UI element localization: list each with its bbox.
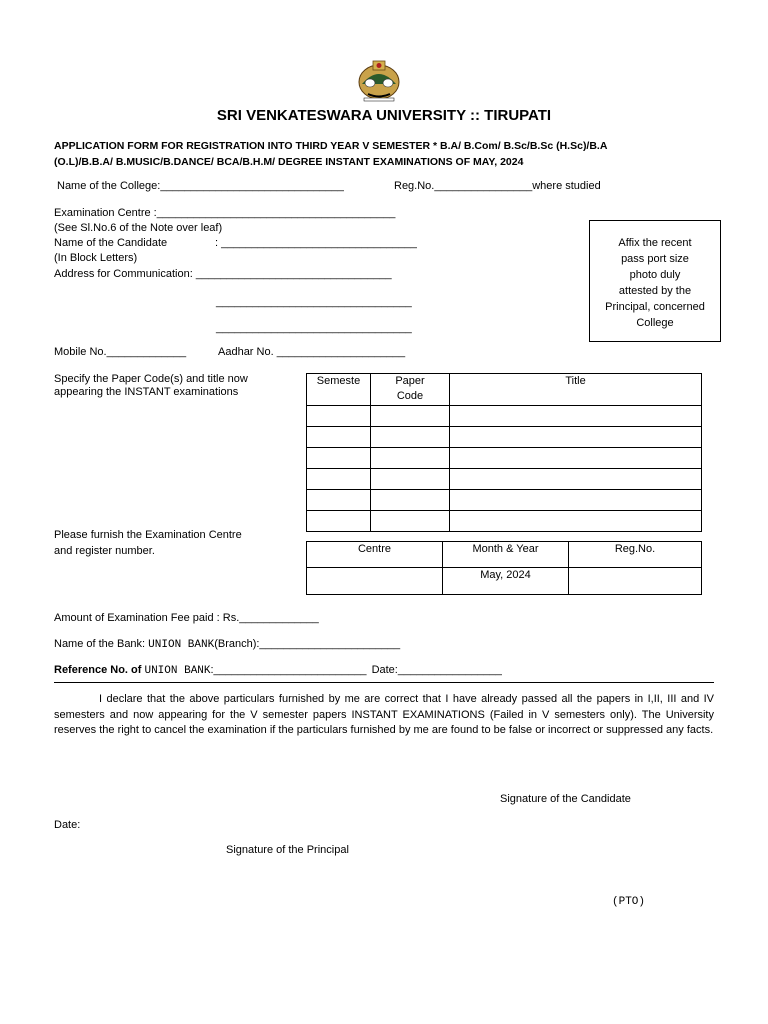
declaration-body: I declare that the above particulars furnished by me are correct that I have already passed all the papers in I,II, III and IV semesters and now appearing for the V semester papers INSTANT EXAMINATIONS (Failed in V semesters only). The University reserves the right to cancel the examination if the particulars furnished by me are found to be false or incorrect or suppressed any facts. (54, 693, 714, 736)
semester-cell[interactable] (307, 511, 371, 532)
col-regno-header: Reg.No. (569, 542, 702, 568)
form-heading-line1: APPLICATION FORM FOR REGISTRATION INTO THIRD YEAR V SEMESTER * B.A/ B.Com/ B.Sc/B.Sc (H.Sc)/B.A (54, 140, 608, 152)
papers-table-header (307, 374, 702, 406)
table-row (307, 406, 702, 427)
centre-table-header (307, 542, 702, 568)
pto-label: (PTO) (612, 896, 646, 908)
section-divider (54, 682, 714, 683)
declaration-text (54, 692, 714, 739)
col-title-header: Title (450, 374, 702, 406)
regno-cell[interactable] (569, 568, 702, 595)
code-cell[interactable] (371, 490, 450, 511)
fee-amount-field[interactable]: Amount of Examination Fee paid : Rs._____________ (54, 612, 319, 624)
code-cell[interactable] (371, 427, 450, 448)
university-emblem-icon (356, 58, 402, 104)
code-cell[interactable] (371, 406, 450, 427)
col-centre-header: Centre (307, 542, 443, 568)
bank-label: Name of the Bank: (54, 638, 146, 650)
branch-field[interactable]: (Branch):_______________________ (214, 638, 401, 650)
reference-number[interactable]: :_________________________ (210, 664, 367, 676)
date-label: Date: (54, 819, 81, 831)
photo-box-line: Principal, concerned (605, 301, 705, 313)
title-cell[interactable] (450, 469, 702, 490)
candidate-name-label: Name of the Candidate (54, 237, 168, 249)
reference-field[interactable] (54, 664, 502, 677)
centre-instruction-line2: and register number. (54, 545, 155, 557)
reference-bank: UNION BANK (144, 665, 211, 677)
address-line-2[interactable]: ________________________________ (216, 296, 412, 308)
title-cell[interactable] (450, 406, 702, 427)
photo-box-line: College (636, 317, 674, 329)
college-field[interactable]: Name of the College:______________________________ (57, 180, 344, 192)
code-cell[interactable] (371, 469, 450, 490)
principal-signature: Signature of the Principal (226, 844, 349, 856)
centre-table (306, 541, 702, 595)
exam-centre-field[interactable]: Examination Centre :_______________________________________ (54, 207, 396, 219)
photo-box-line: attested by the (618, 285, 692, 297)
reference-date[interactable]: Date:_________________ (371, 664, 502, 676)
photo-box-line: photo duly (629, 269, 681, 281)
title-cell[interactable] (450, 448, 702, 469)
col-code-header (371, 374, 450, 406)
table-row (307, 469, 702, 490)
photo-box (589, 220, 721, 342)
col-code-header-line1: Paper (395, 375, 425, 387)
photo-box-line: Affix the recent (618, 237, 692, 249)
table-row (307, 568, 702, 595)
bank-name: UNION BANK (148, 639, 215, 651)
semester-cell[interactable] (307, 427, 371, 448)
title-cell[interactable] (450, 490, 702, 511)
candidate-signature: Signature of the Candidate (500, 793, 631, 805)
table-row (307, 490, 702, 511)
month-cell: May, 2024 (443, 568, 569, 595)
semester-cell[interactable] (307, 490, 371, 511)
papers-instruction-line1: Specify the Paper Code(s) and title now (54, 373, 248, 385)
aadhar-field[interactable]: Aadhar No. _____________________ (218, 346, 406, 358)
title-cell[interactable] (450, 427, 702, 448)
regno-field[interactable]: Reg.No.________________where studied (394, 180, 601, 192)
col-month-header: Month & Year (443, 542, 569, 568)
university-title: SRI VENKATESWARA UNIVERSITY :: TIRUPATI (216, 107, 552, 124)
address-field[interactable]: Address for Communication: ________________________________ (54, 268, 392, 280)
address-line-3[interactable]: ________________________________ (216, 322, 412, 334)
semester-cell[interactable] (307, 448, 371, 469)
form-heading (54, 138, 714, 170)
semester-cell[interactable] (307, 406, 371, 427)
title-cell[interactable] (450, 511, 702, 532)
bank-field[interactable] (54, 638, 400, 651)
code-cell[interactable] (371, 448, 450, 469)
code-cell[interactable] (371, 511, 450, 532)
photo-box-line: pass port size (621, 253, 689, 265)
papers-instruction-line2: appearing the INSTANT examinations (54, 386, 239, 398)
form-heading-line2: (O.L)/B.B.A/ B.MUSIC/B.DANCE/ BCA/B.H.M/ DEGREE INSTANT EXAMINATIONS OF MAY, 2024 (54, 156, 524, 168)
table-row (307, 511, 702, 532)
block-letters-note: (In Block Letters) (54, 252, 138, 264)
exam-centre-note: (See Sl.No.6 of the Note over leaf) (54, 222, 223, 234)
table-row (307, 448, 702, 469)
candidate-name-field[interactable]: : ________________________________ (215, 237, 417, 249)
papers-table (306, 373, 702, 532)
col-code-header-line2: Code (396, 390, 424, 402)
centre-cell[interactable] (307, 568, 443, 595)
col-semester-header: Semeste (307, 374, 371, 406)
mobile-field[interactable]: Mobile No._____________ (54, 346, 187, 358)
table-row (307, 427, 702, 448)
semester-cell[interactable] (307, 469, 371, 490)
reference-label: Reference No. of (54, 664, 142, 676)
centre-instruction-line1: Please furnish the Examination Centre (54, 529, 242, 541)
